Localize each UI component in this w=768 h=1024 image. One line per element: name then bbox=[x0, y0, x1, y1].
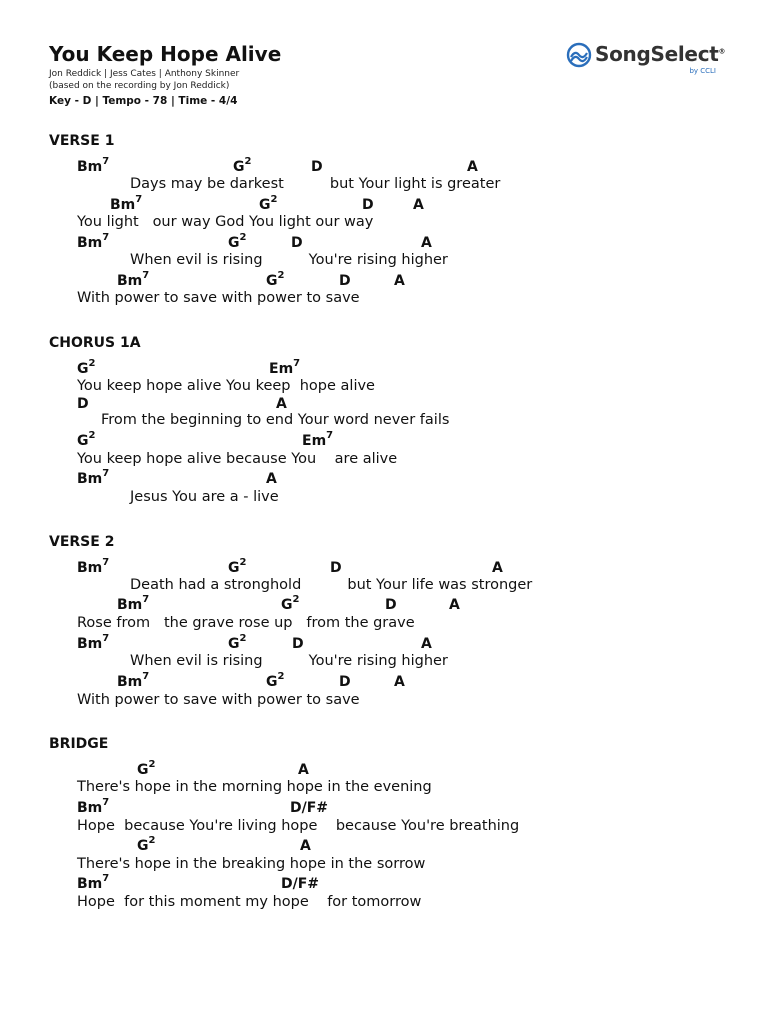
lyric-line: You keep hope alive You keep hope alive bbox=[77, 378, 375, 394]
chord bbox=[266, 270, 285, 289]
chord-extension: 7 bbox=[102, 557, 110, 569]
section-heading-bridge: BRIDGE bbox=[49, 736, 109, 752]
chord bbox=[266, 472, 277, 486]
section-heading-verse-1: VERSE 1 bbox=[49, 133, 115, 149]
chord-root: A bbox=[467, 159, 478, 175]
chord-root: Bm bbox=[77, 560, 103, 576]
chord bbox=[77, 397, 89, 411]
chord-extension: 7 bbox=[293, 358, 301, 370]
chord bbox=[259, 194, 278, 213]
chord-extension: 7 bbox=[102, 873, 110, 885]
chord-root: Bm bbox=[77, 876, 103, 892]
chord bbox=[339, 274, 351, 288]
chord-extension: 2 bbox=[239, 633, 247, 645]
chord bbox=[266, 671, 285, 690]
songselect-wordmark: SongSelect® bbox=[595, 42, 726, 66]
chord-root: Em bbox=[302, 433, 327, 449]
chord bbox=[276, 397, 287, 411]
lyric-line: Days may be darkest but Your light is greater bbox=[130, 176, 501, 192]
chord-extension: 2 bbox=[148, 835, 156, 847]
chord-root: G bbox=[233, 159, 245, 175]
chord bbox=[137, 759, 156, 778]
chord-root: A bbox=[394, 674, 405, 690]
chord-root: D bbox=[339, 674, 351, 690]
chord-root: D bbox=[362, 197, 374, 213]
chord bbox=[302, 430, 334, 449]
chord bbox=[77, 797, 110, 816]
chord bbox=[77, 633, 110, 652]
lyric-line: Hope because You're living hope because You're breathing bbox=[77, 818, 520, 834]
chord-extension: 2 bbox=[270, 194, 278, 206]
lyric-line: From the beginning to end Your word never fails bbox=[101, 412, 450, 428]
chord-root: D/F# bbox=[281, 876, 320, 892]
chord bbox=[385, 598, 397, 612]
chord bbox=[492, 561, 503, 575]
chord-root: A bbox=[276, 396, 287, 412]
chord-root: Em bbox=[269, 361, 294, 377]
songselect-logo-icon bbox=[566, 42, 592, 68]
chord bbox=[421, 236, 432, 250]
lyric-line: When evil is rising You're rising higher bbox=[130, 252, 448, 268]
chord bbox=[298, 763, 309, 777]
chord-root: D bbox=[339, 273, 351, 289]
chord bbox=[290, 801, 328, 815]
chord bbox=[137, 835, 156, 854]
lyric-line: When evil is rising You're rising higher bbox=[130, 653, 448, 669]
chord bbox=[300, 839, 311, 853]
chord bbox=[394, 675, 405, 689]
lyric-line: There's hope in the breaking hope in the sorrow bbox=[77, 856, 426, 872]
chord bbox=[281, 877, 319, 891]
chord-extension: 7 bbox=[102, 633, 110, 645]
chord-root: A bbox=[421, 636, 432, 652]
chord-extension: 7 bbox=[142, 594, 150, 606]
ccli-tagline: by CCLI bbox=[689, 67, 716, 75]
chord-extension: 2 bbox=[148, 759, 156, 771]
chord-root: G bbox=[77, 433, 89, 449]
chord-root: Bm bbox=[77, 636, 103, 652]
chord bbox=[421, 637, 432, 651]
chord bbox=[394, 274, 405, 288]
chord bbox=[77, 232, 110, 251]
lyric-line: Jesus You are a - live bbox=[130, 489, 279, 505]
chord-root: Bm bbox=[77, 800, 103, 816]
chord-root: D bbox=[330, 560, 342, 576]
chord bbox=[311, 160, 323, 174]
lyric-line: Death had a stronghold but Your life was stronger bbox=[130, 577, 533, 593]
chord-root: Bm bbox=[110, 197, 136, 213]
lyric-line: With power to save with power to save bbox=[77, 692, 360, 708]
chord-extension: 7 bbox=[102, 468, 110, 480]
chord bbox=[117, 594, 150, 613]
chord-root: A bbox=[266, 471, 277, 487]
chord-extension: 2 bbox=[239, 557, 247, 569]
chord bbox=[77, 468, 110, 487]
chord bbox=[292, 637, 304, 651]
chord-extension: 2 bbox=[244, 156, 252, 168]
chord-extension: 2 bbox=[277, 671, 285, 683]
chord-root: G bbox=[266, 674, 278, 690]
songselect-logo bbox=[566, 40, 726, 76]
recording-note: (based on the recording by Jon Reddick) bbox=[49, 81, 230, 91]
chord-root: A bbox=[413, 197, 424, 213]
chord-root: G bbox=[228, 636, 240, 652]
chord-root: D bbox=[385, 597, 397, 613]
chord-root: D bbox=[291, 235, 303, 251]
chord bbox=[228, 633, 247, 652]
chord-extension: 2 bbox=[239, 232, 247, 244]
chord-root: G bbox=[259, 197, 271, 213]
chord-root: A bbox=[394, 273, 405, 289]
chord bbox=[269, 358, 301, 377]
chord-root: D bbox=[292, 636, 304, 652]
chord-root: A bbox=[449, 597, 460, 613]
chord-root: G bbox=[77, 361, 89, 377]
chord bbox=[117, 671, 150, 690]
song-title: You Keep Hope Alive bbox=[49, 42, 282, 66]
chord bbox=[77, 873, 110, 892]
chord-extension: 7 bbox=[142, 270, 150, 282]
chord-root: A bbox=[492, 560, 503, 576]
chord-root: Bm bbox=[117, 597, 143, 613]
chord bbox=[117, 270, 150, 289]
chord-extension: 7 bbox=[102, 156, 110, 168]
chord-root: D/F# bbox=[290, 800, 329, 816]
chord-extension: 7 bbox=[135, 194, 143, 206]
chord bbox=[362, 198, 374, 212]
chord bbox=[467, 160, 478, 174]
chord-root: A bbox=[298, 762, 309, 778]
chord-root: G bbox=[228, 235, 240, 251]
lyric-line: You light our way God You light our way bbox=[77, 214, 374, 230]
chord-root: D bbox=[311, 159, 323, 175]
chord-root: G bbox=[137, 838, 149, 854]
chord bbox=[77, 156, 110, 175]
chord-extension: 7 bbox=[142, 671, 150, 683]
chord-root: A bbox=[300, 838, 311, 854]
chord-extension: 2 bbox=[292, 594, 300, 606]
chord-extension: 7 bbox=[102, 232, 110, 244]
key-tempo-time: Key - D | Tempo - 78 | Time - 4/4 bbox=[49, 95, 238, 107]
chord bbox=[281, 594, 300, 613]
chord bbox=[110, 194, 143, 213]
chord bbox=[413, 198, 424, 212]
lyric-line: With power to save with power to save bbox=[77, 290, 360, 306]
chord-root: Bm bbox=[117, 273, 143, 289]
chord-root: G bbox=[266, 273, 278, 289]
lyric-line: You keep hope alive because You are alive bbox=[77, 451, 398, 467]
chord-root: G bbox=[281, 597, 293, 613]
chord-root: G bbox=[228, 560, 240, 576]
chord bbox=[339, 675, 351, 689]
chord-root: Bm bbox=[77, 471, 103, 487]
chord-extension: 2 bbox=[277, 270, 285, 282]
chord-extension: 7 bbox=[102, 797, 110, 809]
chord-extension: 2 bbox=[88, 430, 96, 442]
chord bbox=[228, 557, 247, 576]
song-authors: Jon Reddick | Jess Cates | Anthony Skinner bbox=[49, 69, 240, 79]
chord bbox=[291, 236, 303, 250]
lyric-line: Rose from the grave rose up from the grave bbox=[77, 615, 415, 631]
chord bbox=[77, 430, 96, 449]
chord-extension: 7 bbox=[326, 430, 334, 442]
chord bbox=[449, 598, 460, 612]
chord bbox=[77, 557, 110, 576]
lyric-line: Hope for this moment my hope for tomorrow bbox=[77, 894, 422, 910]
chord bbox=[228, 232, 247, 251]
chord bbox=[77, 358, 96, 377]
chord bbox=[330, 561, 342, 575]
chord-root: A bbox=[421, 235, 432, 251]
lyric-line: There's hope in the morning hope in the evening bbox=[77, 779, 432, 795]
chord-root: Bm bbox=[77, 235, 103, 251]
chord-root: G bbox=[137, 762, 149, 778]
chord bbox=[233, 156, 252, 175]
chord-root: Bm bbox=[117, 674, 143, 690]
chord-root: D bbox=[77, 396, 89, 412]
section-heading-verse-2: VERSE 2 bbox=[49, 534, 115, 550]
chord-extension: 2 bbox=[88, 358, 96, 370]
chord-root: Bm bbox=[77, 159, 103, 175]
section-heading-chorus-1a: CHORUS 1A bbox=[49, 335, 141, 351]
